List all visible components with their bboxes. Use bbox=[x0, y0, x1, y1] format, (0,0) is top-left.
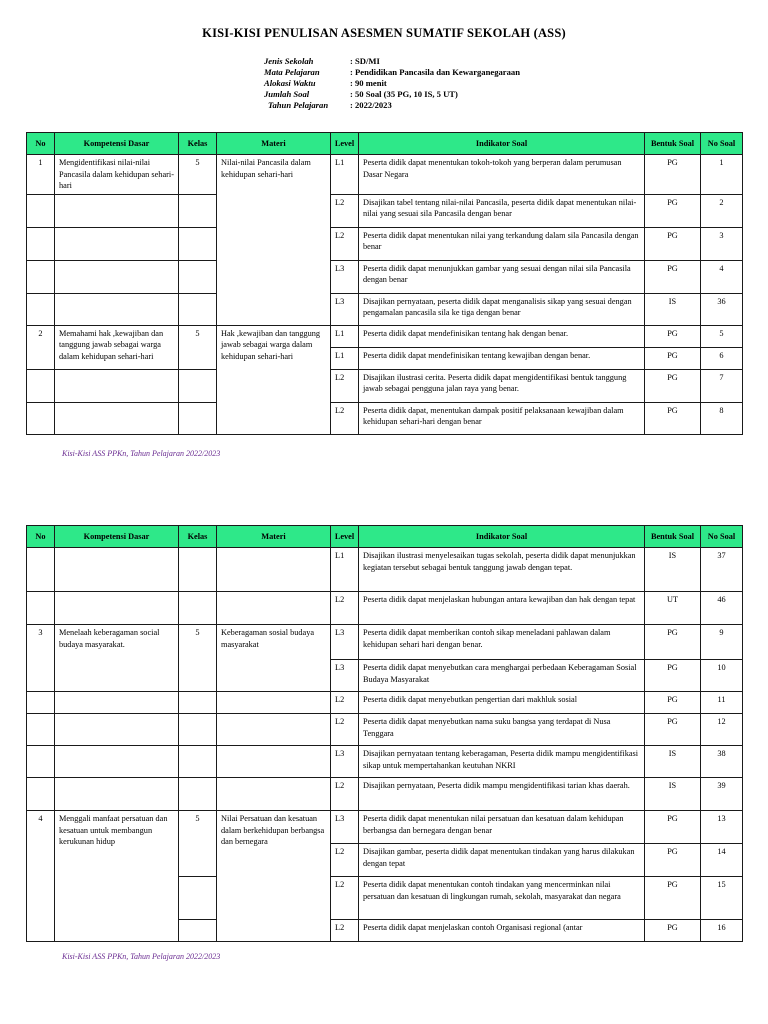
cell-bentuk: PG bbox=[645, 402, 701, 434]
table-row bbox=[27, 692, 743, 714]
cell-no-soal: 4 bbox=[701, 260, 743, 293]
cell-kelas bbox=[179, 369, 217, 402]
cell-indikator: Peserta didik dapat menjelaskan contoh Organisasi regional (antar bbox=[359, 920, 645, 942]
meta-value: : SD/MI bbox=[350, 56, 380, 66]
cell-no-soal: 46 bbox=[701, 592, 743, 625]
cell-level: L1 bbox=[331, 347, 359, 369]
header-bentuk-soal: Bentuk Soal bbox=[645, 133, 701, 155]
cell-indikator: Peserta didik dapat menjelaskan hubungan antara kewajiban dan hak dengan tepat bbox=[359, 592, 645, 625]
cell-bentuk: IS bbox=[645, 778, 701, 811]
cell-kompetensi-dasar bbox=[55, 778, 179, 811]
table-row bbox=[27, 714, 743, 746]
cell-level: L2 bbox=[331, 592, 359, 625]
cell-bentuk: PG bbox=[645, 660, 701, 692]
cell-bentuk: PG bbox=[645, 227, 701, 260]
cell-no-soal: 3 bbox=[701, 227, 743, 260]
cell-no bbox=[27, 369, 55, 402]
cell-bentuk: PG bbox=[645, 347, 701, 369]
header-bentuk-soal: Bentuk Soal bbox=[645, 526, 701, 548]
cell-kompetensi-dasar bbox=[55, 548, 179, 592]
cell-kompetensi-dasar bbox=[55, 260, 179, 293]
cell-bentuk: PG bbox=[645, 194, 701, 227]
table-row bbox=[27, 293, 743, 325]
cell-indikator: Peserta didik dapat menyebutkan cara menghargai perbedaan Keberagaman Sosial Budaya Masyarakat bbox=[359, 660, 645, 692]
cell-no bbox=[27, 746, 55, 778]
cell-no bbox=[27, 260, 55, 293]
cell-materi bbox=[217, 592, 331, 625]
cell-level: L2 bbox=[331, 402, 359, 434]
cell-level: L2 bbox=[331, 227, 359, 260]
cell-bentuk: IS bbox=[645, 293, 701, 325]
meta-label: Tahun Pelajaran bbox=[268, 100, 329, 110]
table-header-row bbox=[27, 133, 743, 155]
cell-bentuk: PG bbox=[645, 920, 701, 942]
cell-indikator: Peserta didik dapat memberikan contoh sikap meneladani pahlawan dalam kehidupan sehari hari dengan benar. bbox=[359, 625, 645, 660]
cell-kompetensi-dasar bbox=[55, 692, 179, 714]
cell-no bbox=[27, 714, 55, 746]
cell-kompetensi-dasar bbox=[55, 714, 179, 746]
cell-level: L3 bbox=[331, 811, 359, 844]
meta-row bbox=[264, 89, 520, 100]
header-kelas: Kelas bbox=[179, 133, 217, 155]
header-no-soal: No Soal bbox=[701, 133, 743, 155]
cell-kelas bbox=[179, 293, 217, 325]
table-row bbox=[27, 548, 743, 592]
cell-kompetensi-dasar: Menelaah keberagaman social budaya masyarakat. bbox=[55, 625, 179, 692]
cell-indikator: Disajikan gambar, peserta didik dapat menentukan tindakan yang harus dilakukan dengan tepat bbox=[359, 844, 645, 877]
cell-no-soal: 36 bbox=[701, 293, 743, 325]
cell-indikator: Peserta didik dapat menyebutkan nama suku bangsa yang terdapat di Nusa Tenggara bbox=[359, 714, 645, 746]
cell-kompetensi-dasar bbox=[55, 293, 179, 325]
cell-bentuk: IS bbox=[645, 548, 701, 592]
cell-level: L3 bbox=[331, 260, 359, 293]
header-no: No bbox=[27, 526, 55, 548]
header-kompetensi-dasar: Kompetensi Dasar bbox=[55, 133, 179, 155]
table-row bbox=[27, 746, 743, 778]
kisi-kisi-table-1 bbox=[26, 132, 743, 435]
cell-no-soal: 1 bbox=[701, 155, 743, 195]
cell-level: L2 bbox=[331, 714, 359, 746]
cell-no-soal: 11 bbox=[701, 692, 743, 714]
table-row bbox=[27, 194, 743, 227]
cell-no-soal: 9 bbox=[701, 625, 743, 660]
header-kompetensi-dasar: Kompetensi Dasar bbox=[55, 526, 179, 548]
cell-indikator: Peserta didik dapat menentukan tokoh-tokoh yang berperan dalam perumusan Dasar Negara bbox=[359, 155, 645, 195]
cell-no bbox=[27, 778, 55, 811]
header-materi: Materi bbox=[217, 133, 331, 155]
cell-indikator: Disajikan ilustrasi menyelesaikan tugas sekolah, peserta didik dapat menunjukkan kegiatan tersebut sebagai bentuk tanggung jawab dengan tepat. bbox=[359, 548, 645, 592]
meta-label: Mata Pelajaran bbox=[264, 67, 320, 77]
cell-materi bbox=[217, 692, 331, 714]
cell-materi: Nilai Persatuan dan kesatuan dalam berkehidupan berbangsa dan bernegara bbox=[217, 811, 331, 942]
cell-materi bbox=[217, 548, 331, 592]
cell-kompetensi-dasar: Menggali manfaat persatuan dan kesatuan untuk membangun kerukunan hidup bbox=[55, 811, 179, 942]
table-row bbox=[27, 155, 743, 195]
cell-kelas bbox=[179, 402, 217, 434]
cell-no bbox=[27, 293, 55, 325]
meta-row bbox=[264, 78, 520, 89]
cell-kompetensi-dasar bbox=[55, 227, 179, 260]
cell-level: L2 bbox=[331, 920, 359, 942]
table-row bbox=[27, 402, 743, 434]
cell-bentuk: PG bbox=[645, 260, 701, 293]
cell-no bbox=[27, 227, 55, 260]
cell-bentuk: PG bbox=[645, 844, 701, 877]
cell-kelas bbox=[179, 227, 217, 260]
cell-kelas bbox=[179, 260, 217, 293]
cell-bentuk: PG bbox=[645, 811, 701, 844]
cell-kelas bbox=[179, 592, 217, 625]
cell-indikator: Peserta didik dapat menentukan contoh tindakan yang mencerminkan nilai persatuan dan kesatuan di lingkungan rumah, sekolah, masyarakat dan negara bbox=[359, 877, 645, 920]
cell-no: 3 bbox=[27, 625, 55, 692]
cell-indikator: Disajikan pernyataan tentang keberagaman, Peserta didik mampu mengidentifikasi sikap untuk mempertahankan keutuhan NKRI bbox=[359, 746, 645, 778]
cell-no bbox=[27, 548, 55, 592]
meta-label: Jenis Sekolah bbox=[264, 56, 314, 66]
cell-kelas bbox=[179, 778, 217, 811]
meta-row bbox=[264, 100, 520, 111]
cell-kelas: 5 bbox=[179, 625, 217, 692]
cell-materi: Nilai-nilai Pancasila dalam kehidupan sehari-hari bbox=[217, 155, 331, 326]
header-level: Level bbox=[331, 526, 359, 548]
cell-kompetensi-dasar bbox=[55, 592, 179, 625]
meta-label: Alokasi Waktu bbox=[264, 78, 316, 88]
cell-indikator: Peserta didik dapat menentukan nilai persatuan dan kesatuan dalam kehidupan berbangsa dan bernegara dengan benar bbox=[359, 811, 645, 844]
cell-bentuk: PG bbox=[645, 877, 701, 920]
document-meta bbox=[264, 56, 520, 111]
cell-no-soal: 39 bbox=[701, 778, 743, 811]
header-kelas: Kelas bbox=[179, 526, 217, 548]
cell-bentuk: PG bbox=[645, 692, 701, 714]
header-materi: Materi bbox=[217, 526, 331, 548]
cell-indikator: Disajikan tabel tentang nilai-nilai Pancasila, peserta didik dapat menentukan nilai-nilai yang sesuai sila Pancasila dengan benar bbox=[359, 194, 645, 227]
cell-level: L1 bbox=[331, 325, 359, 347]
cell-materi bbox=[217, 746, 331, 778]
cell-bentuk: IS bbox=[645, 746, 701, 778]
cell-level: L2 bbox=[331, 877, 359, 920]
header-level: Level bbox=[331, 133, 359, 155]
cell-no-soal: 38 bbox=[701, 746, 743, 778]
cell-bentuk: PG bbox=[645, 369, 701, 402]
meta-row bbox=[264, 67, 520, 78]
cell-indikator: Peserta didik dapat menentukan nilai yang terkandung dalam sila Pancasila dengan benar bbox=[359, 227, 645, 260]
meta-value: : 2022/2023 bbox=[350, 100, 392, 110]
header-no: No bbox=[27, 133, 55, 155]
cell-no bbox=[27, 402, 55, 434]
table-row bbox=[27, 260, 743, 293]
table-row bbox=[27, 778, 743, 811]
cell-no: 2 bbox=[27, 325, 55, 369]
cell-no: 4 bbox=[27, 811, 55, 942]
cell-no-soal: 7 bbox=[701, 369, 743, 402]
cell-indikator: Disajikan pernyataan, peserta didik dapat menganalisis sikap yang sesuai dengan pengamalan pancasila sila ke tiga dengan benar bbox=[359, 293, 645, 325]
cell-kelas bbox=[179, 877, 217, 920]
cell-indikator: Peserta didik dapat menyebutkan pengertian dari makhluk sosial bbox=[359, 692, 645, 714]
cell-indikator: Peserta didik dapat, menentukan dampak positif pelaksanaan kewajiban dalam kehidupan sehari-hari dengan benar bbox=[359, 402, 645, 434]
cell-bentuk: UT bbox=[645, 592, 701, 625]
cell-kelas bbox=[179, 714, 217, 746]
cell-level: L2 bbox=[331, 692, 359, 714]
cell-kompetensi-dasar bbox=[55, 402, 179, 434]
cell-kelas bbox=[179, 548, 217, 592]
table-row bbox=[27, 227, 743, 260]
cell-level: L1 bbox=[331, 155, 359, 195]
cell-kelas bbox=[179, 746, 217, 778]
cell-level: L2 bbox=[331, 844, 359, 877]
cell-no bbox=[27, 592, 55, 625]
table-row bbox=[27, 369, 743, 402]
cell-indikator: Disajikan ilustrasi cerita. Peserta didik dapat mengidentifikasi bentuk tanggung jawab sebagai pengguna jalan raya yang benar. bbox=[359, 369, 645, 402]
cell-kompetensi-dasar: Mengidentifikasi nilai-nilai Pancasila dalam kehidupan sehari- hari bbox=[55, 155, 179, 195]
cell-no-soal: 15 bbox=[701, 877, 743, 920]
cell-materi bbox=[217, 714, 331, 746]
cell-no-soal: 13 bbox=[701, 811, 743, 844]
meta-value: : 90 menit bbox=[350, 78, 387, 88]
cell-bentuk: PG bbox=[645, 714, 701, 746]
cell-no-soal: 14 bbox=[701, 844, 743, 877]
cell-level: L3 bbox=[331, 660, 359, 692]
page-footer: Kisi-Kisi ASS PPKn, Tahun Pelajaran 2022/2023 bbox=[62, 952, 221, 961]
header-no-soal: No Soal bbox=[701, 526, 743, 548]
cell-kompetensi-dasar bbox=[55, 194, 179, 227]
cell-kompetensi-dasar bbox=[55, 369, 179, 402]
table-row bbox=[27, 592, 743, 625]
cell-kelas: 5 bbox=[179, 325, 217, 369]
cell-materi: Keberagaman sosial budaya masyarakat bbox=[217, 625, 331, 692]
cell-level: L3 bbox=[331, 293, 359, 325]
cell-no bbox=[27, 194, 55, 227]
cell-bentuk: PG bbox=[645, 155, 701, 195]
cell-no-soal: 16 bbox=[701, 920, 743, 942]
cell-indikator: Peserta didik dapat mendefinisikan tentang kewajiban dengan benar. bbox=[359, 347, 645, 369]
cell-no-soal: 5 bbox=[701, 325, 743, 347]
cell-level: L2 bbox=[331, 778, 359, 811]
cell-no-soal: 8 bbox=[701, 402, 743, 434]
cell-kelas: 5 bbox=[179, 155, 217, 195]
cell-materi: Hak ,kewajiban dan tanggung jawab sebagai warga dalam kehidupan sehari-hari bbox=[217, 325, 331, 434]
cell-bentuk: PG bbox=[645, 625, 701, 660]
cell-level: L3 bbox=[331, 746, 359, 778]
cell-level: L2 bbox=[331, 369, 359, 402]
cell-kompetensi-dasar: Memahami hak ,kewajiban dan tanggung jawab sebagai warga dalam kehidupan sehari-hari bbox=[55, 325, 179, 369]
table-row bbox=[27, 325, 743, 347]
cell-no-soal: 12 bbox=[701, 714, 743, 746]
meta-value: : 50 Soal (35 PG, 10 IS, 5 UT) bbox=[350, 89, 458, 99]
cell-no bbox=[27, 692, 55, 714]
cell-bentuk: PG bbox=[645, 325, 701, 347]
kisi-kisi-table-2 bbox=[26, 525, 743, 942]
table-row bbox=[27, 811, 743, 844]
cell-no-soal: 6 bbox=[701, 347, 743, 369]
cell-kelas bbox=[179, 920, 217, 942]
cell-indikator: Peserta didik dapat menunjukkan gambar yang sesuai dengan nilai sila Pancasila dengan benar bbox=[359, 260, 645, 293]
header-indikator-soal: Indikator Soal bbox=[359, 133, 645, 155]
cell-level: L1 bbox=[331, 548, 359, 592]
cell-no-soal: 10 bbox=[701, 660, 743, 692]
meta-label: Jumlah Soal bbox=[264, 89, 310, 99]
cell-kelas bbox=[179, 692, 217, 714]
cell-kelas: 5 bbox=[179, 811, 217, 877]
table-row bbox=[27, 625, 743, 660]
header-indikator-soal: Indikator Soal bbox=[359, 526, 645, 548]
cell-kelas bbox=[179, 194, 217, 227]
cell-level: L3 bbox=[331, 625, 359, 660]
cell-materi bbox=[217, 778, 331, 811]
cell-level: L2 bbox=[331, 194, 359, 227]
page-footer: Kisi-Kisi ASS PPKn, Tahun Pelajaran 2022/2023 bbox=[62, 449, 221, 458]
cell-no-soal: 2 bbox=[701, 194, 743, 227]
document-title: KISI-KISI PENULISAN ASESMEN SUMATIF SEKOLAH (ASS) bbox=[202, 26, 566, 40]
cell-no-soal: 37 bbox=[701, 548, 743, 592]
table-header-row bbox=[27, 526, 743, 548]
meta-value: : Pendidikan Pancasila dan Kewarganegaraan bbox=[350, 67, 520, 77]
cell-kompetensi-dasar bbox=[55, 746, 179, 778]
meta-row bbox=[264, 56, 520, 67]
cell-indikator: Peserta didik dapat mendefinisikan tentang hak dengan benar. bbox=[359, 325, 645, 347]
cell-no: 1 bbox=[27, 155, 55, 195]
cell-indikator: Disajikan pernyataan, Peserta didik mampu mengidentifikasi tarian khas daerah. bbox=[359, 778, 645, 811]
